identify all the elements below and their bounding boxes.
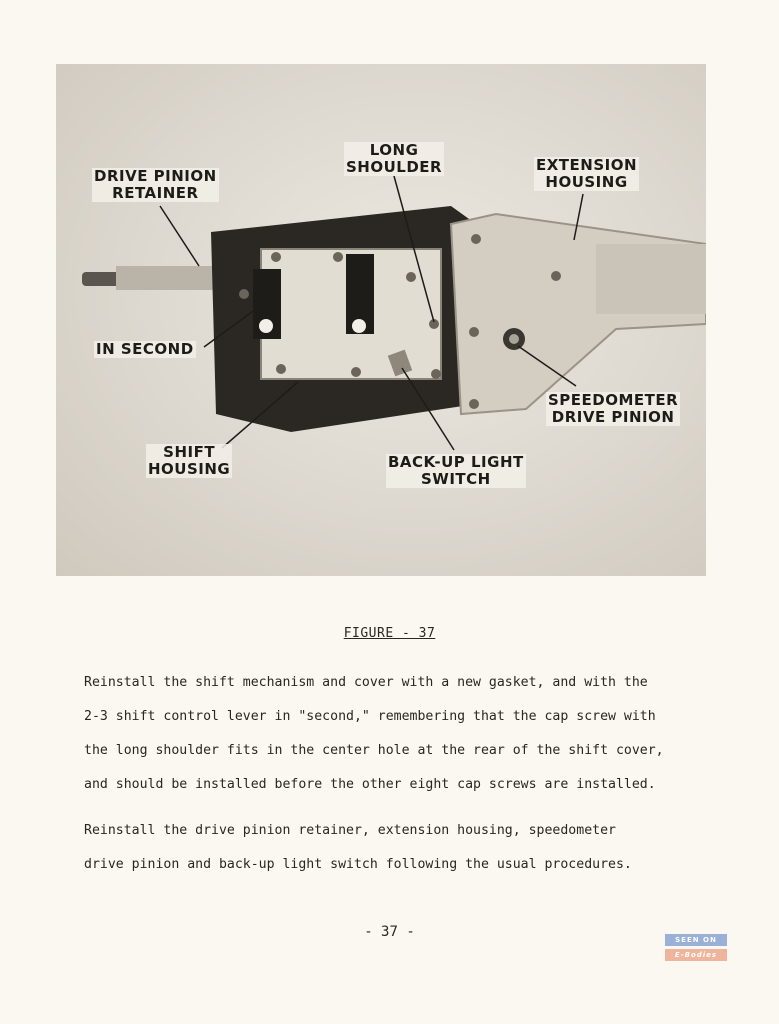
tail-shaft bbox=[596, 244, 706, 314]
callout-in-second: IN SECOND bbox=[96, 340, 194, 358]
bolt bbox=[259, 319, 273, 333]
paragraph-line: 2-3 shift control lever in "second," remembering that the cap screw with bbox=[84, 709, 656, 724]
paragraph-line: the long shoulder fits in the center hole at the rear of the shift cover, bbox=[84, 743, 664, 758]
page-number: - 37 - bbox=[364, 924, 415, 940]
paragraph-1 bbox=[84, 666, 724, 802]
paragraph-line: and should be installed before the other eight cap screws are installed. bbox=[84, 777, 656, 792]
paragraph-line: drive pinion and back-up light switch following the usual procedures. bbox=[84, 857, 632, 872]
bolt bbox=[352, 319, 366, 333]
callout-extension-housing: EXTENSION HOUSING bbox=[536, 156, 638, 191]
callout-drive-pinion-retainer: DRIVE PINION RETAINER bbox=[94, 167, 217, 202]
callout-shift-housing: SHIFT HOUSING bbox=[148, 443, 231, 478]
drive-pinion-retainer-shape bbox=[116, 266, 216, 290]
watermark-line-1: SEEN ON bbox=[665, 934, 727, 946]
watermark-badge bbox=[665, 934, 727, 961]
figure-caption: FIGURE - 37 bbox=[343, 626, 436, 641]
callout-backup-light-switch: BACK-UP LIGHT SWITCH bbox=[388, 453, 524, 488]
figure-photo bbox=[56, 64, 706, 576]
callout-speedometer-drive-pinion: SPEEDOMETER DRIVE PINION bbox=[548, 391, 679, 426]
callout-long-shoulder: LONG SHOULDER bbox=[346, 141, 443, 176]
watermark-line-2: E-Bodies bbox=[665, 949, 727, 961]
paragraph-line: Reinstall the drive pinion retainer, extension housing, speedometer bbox=[84, 823, 616, 838]
paragraph-line: Reinstall the shift mechanism and cover with a new gasket, and with the bbox=[84, 675, 648, 690]
paragraph-2 bbox=[84, 814, 724, 882]
